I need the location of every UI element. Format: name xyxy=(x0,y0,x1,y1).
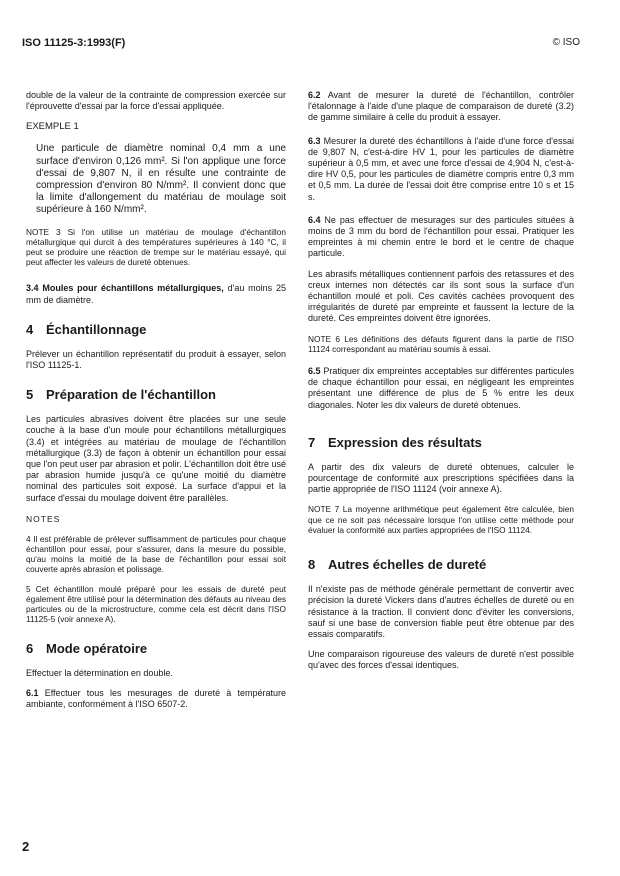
clause-text: Pratiquer dix empreintes acceptables sur différentes particules de chaque échantillon pour essai, en négligeant les empreintes présentant une différence de plus de 5 % entre les deux diagonales. Noter les dix valeurs de dureté obtenues. xyxy=(308,366,574,410)
clause-6-3 xyxy=(308,136,574,203)
left-column xyxy=(26,90,286,719)
clause-number: 6.1 xyxy=(26,687,39,698)
section-heading-4: 4 Échantillonnage xyxy=(26,321,147,337)
paragraph: Effectuer la détermination en double. xyxy=(26,667,173,678)
note-3: NOTE 3 Si l'on utilise un matériau de moulage d'échantillon métallurgique qui durcit à des températures supérieures à 140 °C, il peut se produire une réaction de trempe sur le matériau essayé, qui peut affecter les valeurs de dureté obtenues. xyxy=(26,226,286,268)
clause-number: 6.2 xyxy=(308,90,321,100)
paragraph: Prélever un échantillon représentatif du produit à essayer, selon l'ISO 11125-1. xyxy=(26,348,286,371)
right-column xyxy=(308,90,574,681)
clause-text: d'au moins 25 mm de diamètre. xyxy=(26,283,286,305)
note-7: NOTE 7 La moyenne arithmétique peut également être calculée, bien que ce ne soit pas nécessaire lorsque l'on utilise cette méthode pour évaluer la conformité aux parties appropriées de l'ISO 11124. xyxy=(308,504,574,535)
note-5: 5 Cet échantillon moulé préparé pour les essais de dureté peut également être utilisé pour la détermination des défauts au niveau des particules ou de la microstructure, comme cela est décrit dans l'ISO 11125-5 (voir annexe A). xyxy=(26,583,286,625)
clause-number: 3.4 xyxy=(26,283,39,294)
paragraph: Les particules abrasives doivent être placées sur une seule couche à la base d'un moule pour échantillons métallurgiques (3.4) et intégrées au matériau de moulage de l'échantillon métallurgique (3.3) de façon à obtenir un échantillon pour essai que l'on peut user par abrasion et polir. L'échantillon doit être usé par abrasion humide jusqu'à ce qu'une moitié du diamètre nominal des particules soit exposé. La surface d'appui et la surface d'essai du moulage doivent être parallèles. xyxy=(26,414,286,503)
section-heading-5: 5 Préparation de l'échantillon xyxy=(26,387,216,403)
clause-text: Effectuer tous les mesurages de dureté à température ambiante, conformément à l'ISO 6507-2. xyxy=(26,687,286,709)
clause-text: Mesurer la dureté des échantillons à l'aide d'une force d'essai de 9,807 N, c'est-à-dire HV 1, pour les particules de diamètre supérieur à 0,5 mm, et avec une force d'essai de 4,904 N, c'est-à-dire HV 0,5, pour les particules de diamètre compris entre 0,3 mm et 0,5 mm. La durée de l'essai doit être comprise entre 10 s et 15 s. xyxy=(308,135,574,202)
clause-3-4 xyxy=(26,283,286,305)
section-heading-8: 8 Autres échelles de dureté xyxy=(308,557,487,573)
page-number: 2 xyxy=(22,839,30,854)
document-header-title: ISO 11125-3:1993(F) xyxy=(22,37,126,49)
note-6: NOTE 6 Les définitions des défauts figurent dans la partie de l'ISO 11124 correspondant au matériau soumis à essai. xyxy=(308,333,574,354)
clause-6-1 xyxy=(26,688,286,710)
notes-label: NOTES xyxy=(26,513,61,524)
paragraph: Une comparaison rigoureuse des valeurs de dureté n'est possible qu'avec des forces d'essai identiques. xyxy=(308,649,574,671)
copyright-mark: © ISO xyxy=(552,37,580,48)
note-4: 4 Il est préférable de prélever suffisamment de particules pour chaque échantillon pour essai, pour s'assurer, dans la mesure du possible, qu'au moins la moitié de la base de l'échantillon pour essai soit couverte après abrasion et polissage. xyxy=(26,533,286,575)
clause-6-5 xyxy=(308,366,574,411)
clause-text: Ne pas effectuer de mesurages sur des particules situées à moins de 3 mm du bord de l'échantillon pour essai. Pratiquer les empreintes à mi chemin entre le bord et le centre de chaque particule. xyxy=(308,214,574,259)
clause-title: Moules pour échantillons métallurgiques, xyxy=(42,283,224,294)
section-heading-7: 7 Expression des résultats xyxy=(308,434,482,450)
example-text: Une particule de diamètre nominal 0,4 mm a une surface d'environ 0,126 mm². Si l'on applique une force d'essai de 9,807 N, il en résulte une contrainte de compression d'environ 80 N/mm². Il convient donc que la limite d'allongement du matériau de moulage soit supérieure à 160 N/mm². xyxy=(36,143,286,216)
paragraph: double de la valeur de la contrainte de compression exercée sur l'éprouvette d'essai par la force d'essai appliquée. xyxy=(26,90,286,112)
example-label: EXEMPLE 1 xyxy=(26,121,79,133)
clause-6-4 xyxy=(308,215,574,260)
clause-text: Avant de mesurer la dureté de l'échantillon, contrôler l'étalonnage à l'aide d'une plaque de comparaison de dureté (3.2) de gamme similaire à celle du produit à essayer. xyxy=(308,90,574,123)
paragraph: Les abrasifs métalliques contiennent parfois des retassures et des creux internes non détectés car ils sont sous la surface d'un échantillon moulé et poli. Ces cavités cachées provoquent des irrégularités de dureté par empreinte et faussent la lecture de la dureté. Ces empreintes doivent être ignorées. xyxy=(308,268,574,324)
paragraph: A partir des dix valeurs de dureté obtenues, calculer le pourcentage de conformité aux prescriptions spécifiées dans la partie appropriée de l'ISO 11124 (voir annexe A). xyxy=(308,461,574,495)
clause-number: 6.3 xyxy=(308,135,321,146)
section-heading-6: 6 Mode opératoire xyxy=(26,640,148,656)
clause-number: 6.4 xyxy=(308,214,321,225)
clause-number: 6.5 xyxy=(308,366,321,377)
clause-6-2 xyxy=(308,90,574,124)
paragraph: Il n'existe pas de méthode générale permettant de convertir avec précision la dureté Vickers dans d'autres échelles de dureté ou en résistance à la traction. Il convient donc d'éviter les conversions, sauf si une base de conversion fiable peut être obtenue par des essais comparatifs. xyxy=(308,584,574,639)
